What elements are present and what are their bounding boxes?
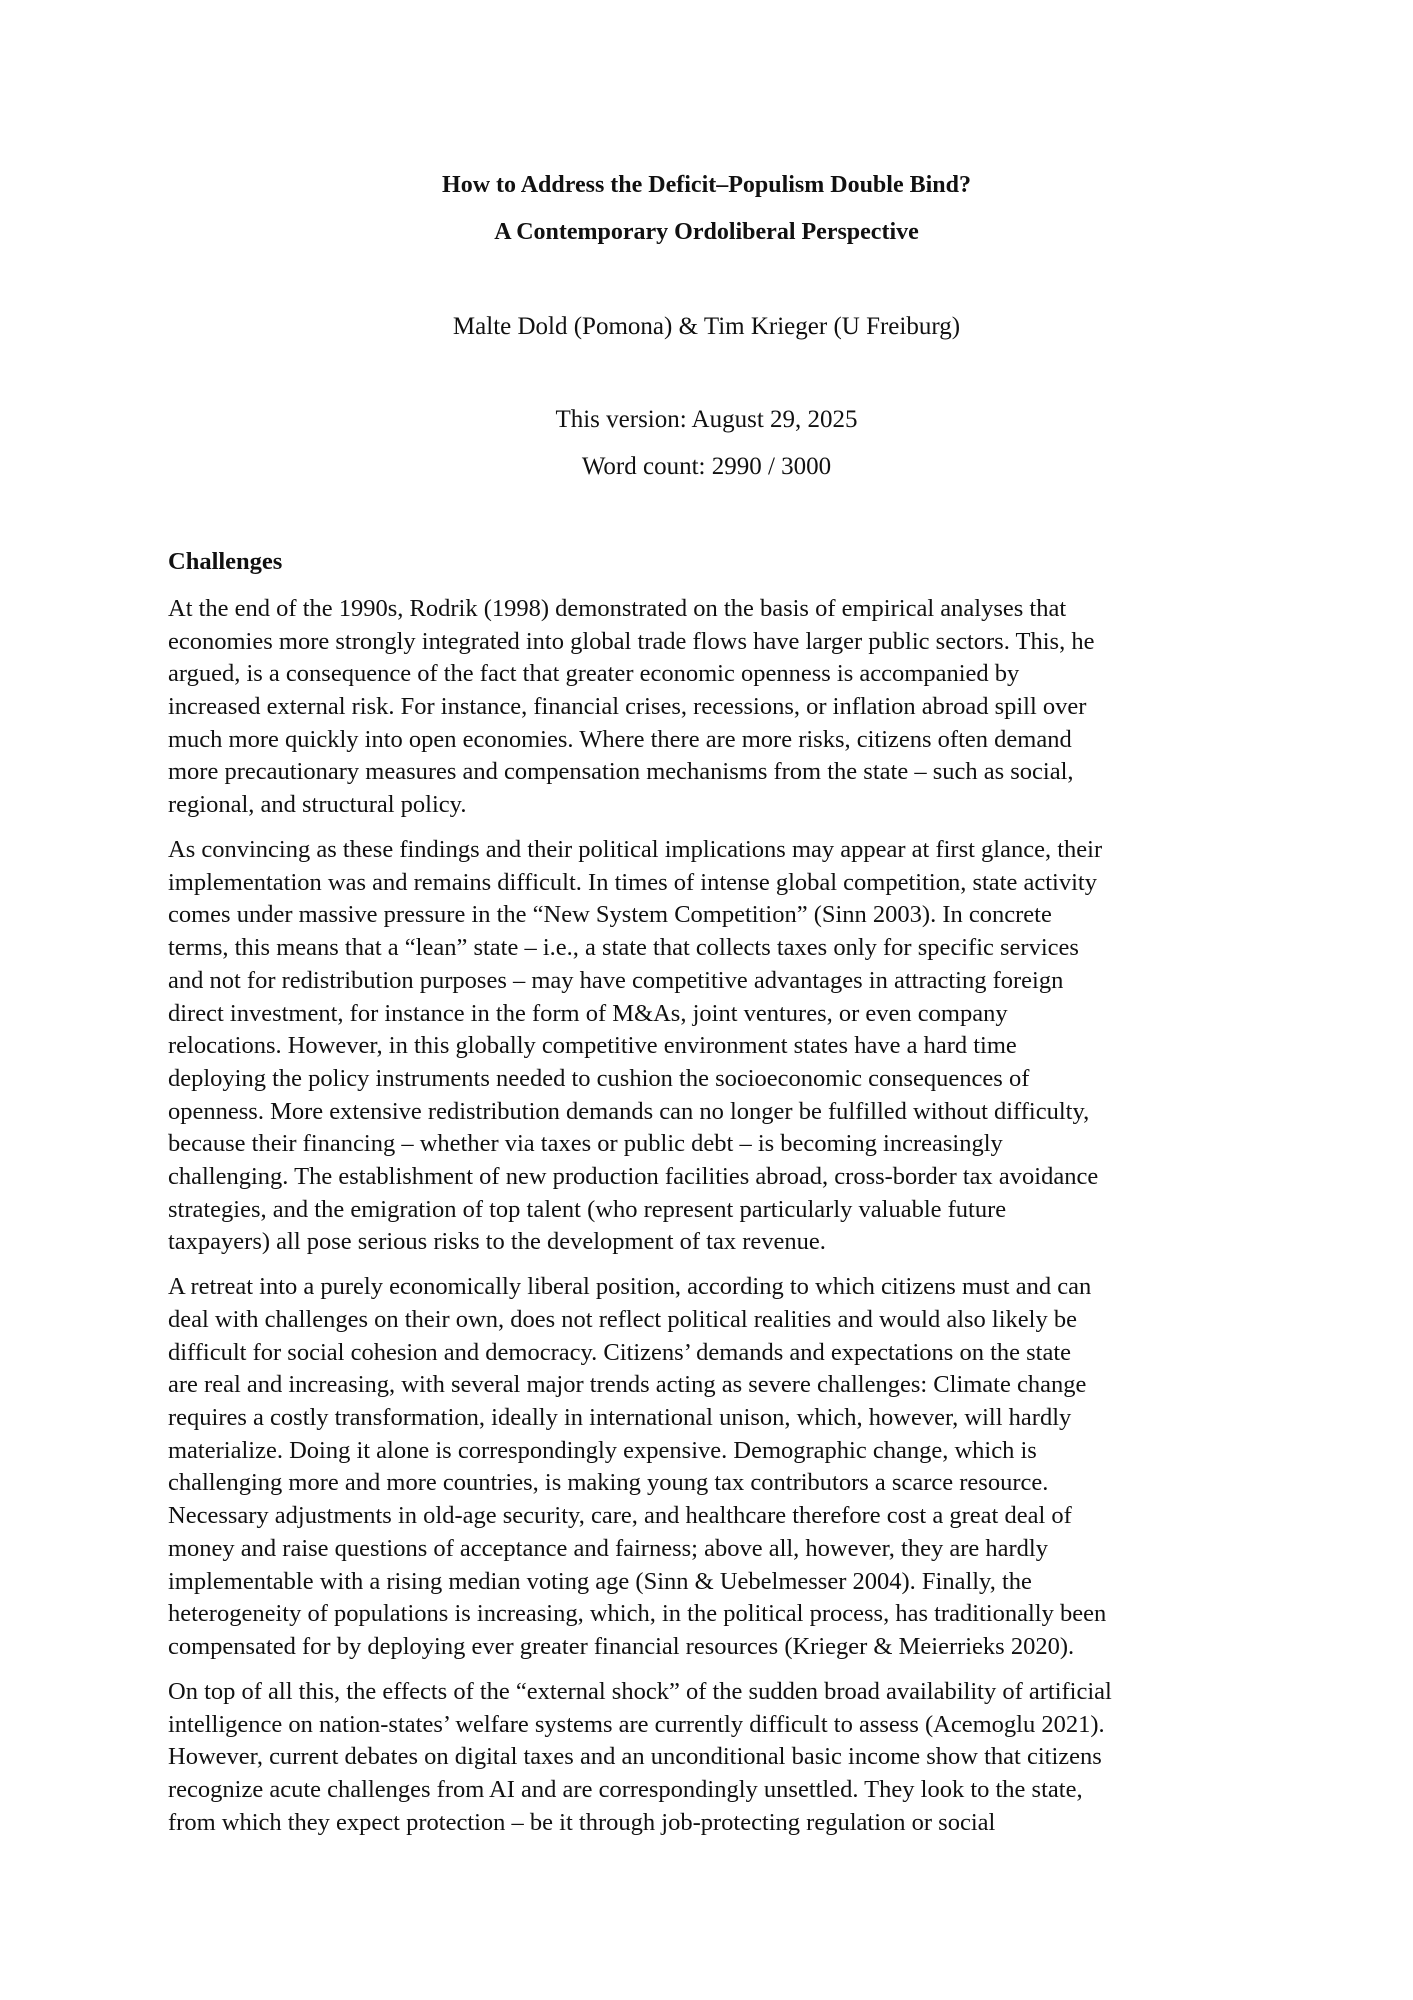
text-line: challenging. The establishment of new production facilities abroad, cross-border tax avoidance [168,1162,1099,1190]
text-line: from which they expect protection – be it through job-protecting regulation or social [168,1808,996,1836]
word-count: Word count: 2990 / 3000 [581,453,832,480]
text-line: challenging more and more countries, is making young tax contributors a scarce resource. [168,1469,1049,1497]
section-body [168,593,1246,1852]
paragraph [168,1271,1246,1663]
text-line: and not for redistribution purposes – may have competitive advantages in attracting foreign [168,966,1064,994]
text-line: openness. More extensive redistribution demands can no longer be fulfilled without difficulty, [168,1097,1090,1125]
text-line: recognize acute challenges from AI and are correspondingly unsettled. They look to the state, [168,1775,1083,1803]
text-line: economies more strongly integrated into global trade flows have larger public sectors. This, he [168,627,1095,655]
text-line: At the end of the 1990s, Rodrik (1998) demonstrated on the basis of empirical analyses that [168,595,1067,622]
version-date: This version: August 29, 2025 [555,406,858,433]
text-line: money and raise questions of acceptance and fairness; above all, however, they are hardly [168,1534,1048,1562]
text-line: comes under massive pressure in the “New System Competition” (Sinn 2003). In concrete [168,901,1052,929]
text-line: direct investment, for instance in the form of M&As, joint ventures, or even company [168,999,1008,1027]
text-line: compensated for by deploying ever greater financial resources (Krieger & Meierrieks 2020). [168,1632,1075,1660]
text-line: implementation was and remains difficult. In times of intense global competition, state activity [168,868,1097,896]
text-line: deal with challenges on their own, does not reflect political realities and would also likely be [168,1306,1077,1334]
authors-line: Malte Dold (Pomona) & Tim Krieger (U Freiburg) [452,313,961,340]
section-heading-challenges: Challenges [168,548,283,575]
text-line: materialize. Doing it alone is correspondingly expensive. Demographic change, which is [168,1436,1037,1464]
text-line: requires a costly transformation, ideally in international unison, which, however, will hardly [168,1404,1072,1432]
text-line: more precautionary measures and compensation mechanisms from the state – such as social, [168,758,1074,786]
paragraph [168,834,1246,1259]
paragraph [168,593,1246,822]
text-line: heterogeneity of populations is increasing, which, in the political process, has traditionally been [168,1600,1107,1628]
text-line: However, current debates on digital taxes and an unconditional basic income show that citizens [168,1743,1102,1771]
text-line: taxpayers) all pose serious risks to the development of tax revenue. [168,1228,826,1256]
text-line: difficult for social cohesion and democracy. Citizens’ demands and expectations on the state [168,1338,1072,1366]
paper-subtitle: A Contemporary Ordoliberal Perspective [494,219,919,245]
text-line: because their financing – whether via taxes or public debt – is becoming increasingly [168,1130,1003,1158]
text-line: relocations. However, in this globally competitive environment states have a hard time [168,1032,1017,1060]
text-line: strategies, and the emigration of top talent (who represent particularly valuable future [168,1195,1007,1223]
text-line: much more quickly into open economies. Where there are more risks, citizens often demand [168,725,1072,753]
text-line: Necessary adjustments in old-age security, care, and healthcare therefore cost a great deal of [168,1502,1072,1530]
text-line: On top of all this, the effects of the “external shock” of the sudden broad availability of artificial [168,1677,1112,1705]
text-line: are real and increasing, with several major trends acting as severe challenges: Climate change [168,1371,1087,1399]
text-line: terms, this means that a “lean” state – i.e., a state that collects taxes only for specific services [168,934,1079,962]
text-line: increased external risk. For instance, financial crises, recessions, or inflation abroad spill over [168,693,1087,721]
text-line: regional, and structural policy. [168,791,467,819]
text-line: implementable with a rising median voting age (Sinn & Uebelmesser 2004). Finally, the [168,1567,1032,1595]
text-line: intelligence on nation-states’ welfare systems are currently difficult to assess (Acemoglu 2021). [168,1710,1105,1738]
paragraph [168,1676,1246,1839]
text-line: argued, is a consequence of the fact that greater economic openness is accompanied by [168,660,1020,688]
text-line: As convincing as these findings and their political implications may appear at first glance, their [168,836,1103,864]
text-line: deploying the policy instruments needed to cushion the socioeconomic consequences of [168,1064,1030,1092]
text-line: A retreat into a purely economically liberal position, according to which citizens must and can [168,1273,1092,1301]
paper-title: How to Address the Deficit–Populism Double Bind? [442,172,971,198]
